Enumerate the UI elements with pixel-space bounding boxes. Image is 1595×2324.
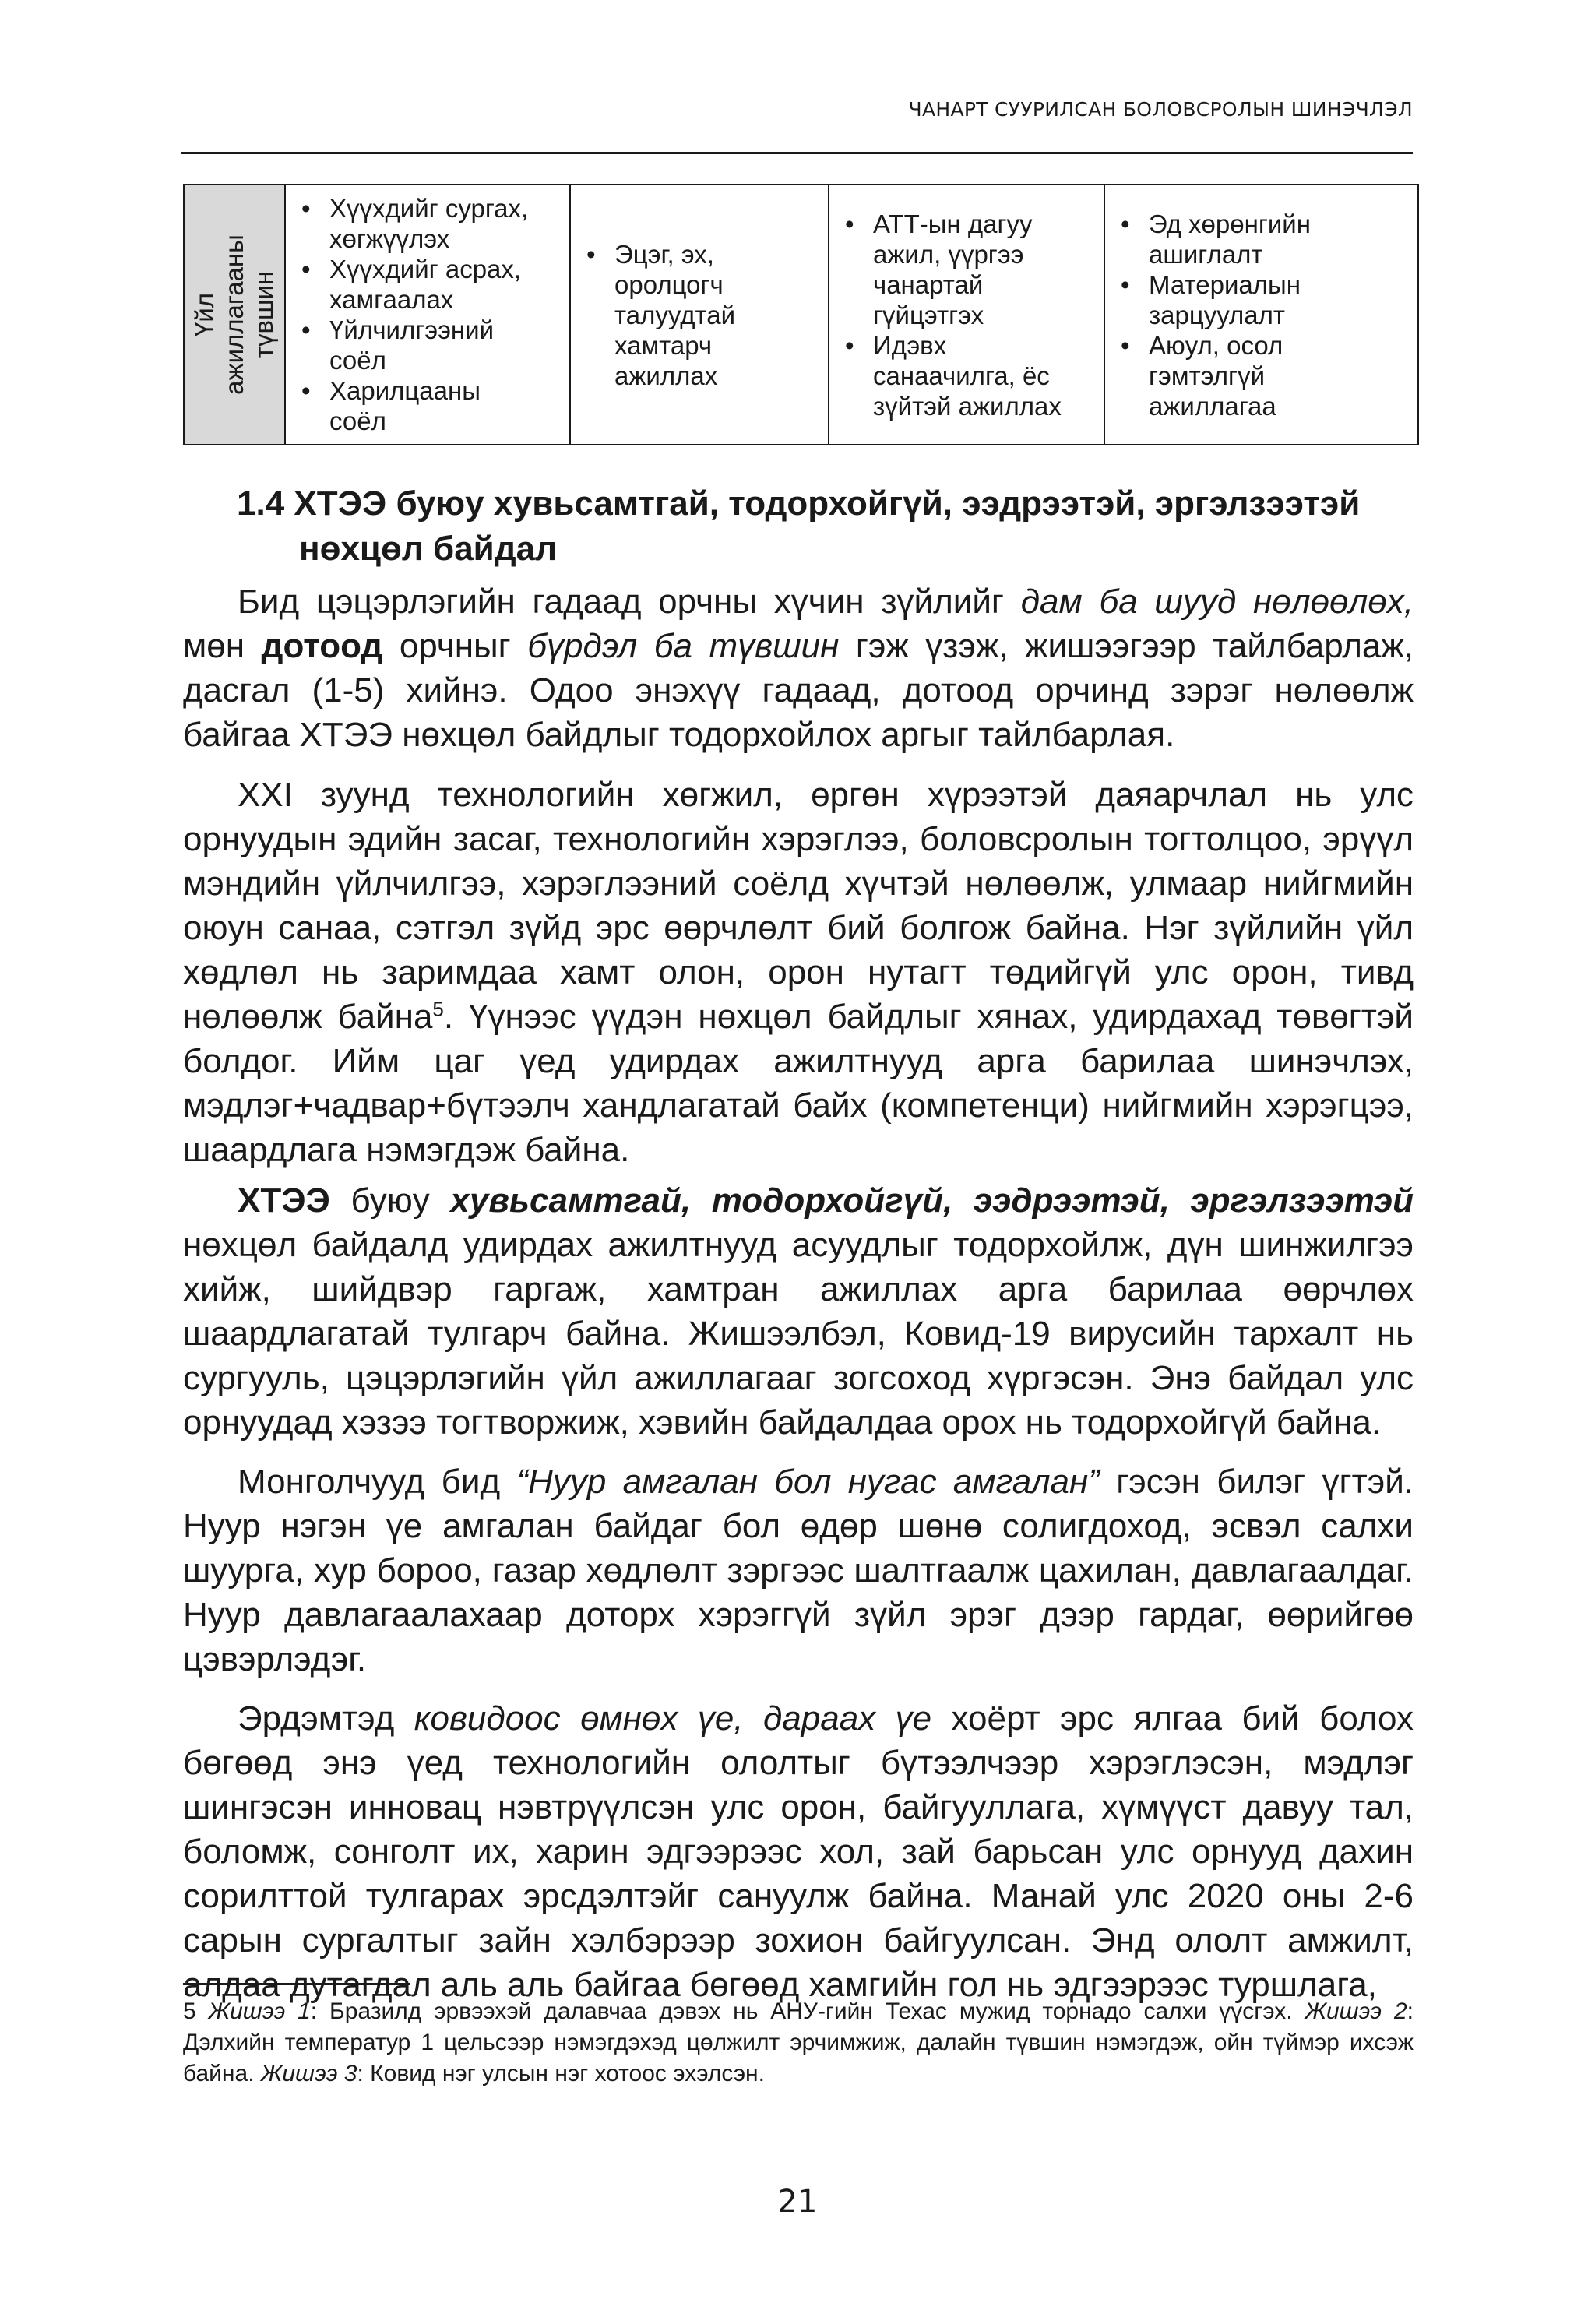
list-item: • Хүүхдийг сургах, хөгжүүлэх (286, 193, 569, 254)
paragraph: Эрдэмтэд ковидоос өмнөх үе, дараах үе хоёрт эрс ялгаа бий болох бөгөөд энэ үед технологийн ололтыг бүтээлчээр хэрэглэсэн, мэдлэг шингэсэн инновац нэвтрүүлсэн улс орон, байгууллага, хүмүүст давуу тал, боломж, сонголт их, харин эдгээрээс хол, зай барьсан улс орнууд дахин сорилттой тулгарах эрсдэлтэйг сануулж байна. Манай улс 2020 оны 2-6 сарын сургалтыг зайн хэлбэрээр зохион байгуулсан. Энд ололт амжилт, алдаа дутагдал аль аль байгаа бөгөөд хамгийн гол нь эдгээрээс туршлага, (183, 1699, 1414, 2004)
paragraph: XXI зуунд технологийн хөгжил, өргөн хүрээтэй даяарчлал нь улс орнуудын эдийн засаг, технологийн хэрэглээ, боловсролын тогтолцоо, эрүүл мэндийн үйлчилгээ, хэрэглээний соёлд хүчтэй нөлөөлж, улмаар нийгмийн оюун санаа, сэтгэл зүйд эрс өөрчлөлт бий болгож байна. Нэг зүйлийн үйл хөдлөл нь заримдаа хамт олон, орон нутагт төдийгүй улс орон, тивд нөлөөлж байна$^5$. Үүнээс үүдэн нөхцөл байдлыг хянах, удирдахад төвөгтэй болдог. Ийм цаг үед удирдах ажилтнууд арга барилаа шинэчлэх, мэдлэг+чадвар+бүтээлч хандлагатай байх (компетенци) нийгмийн хэрэгцээ, шаардлага нэмэгдэж байна. (183, 776, 1414, 1169)
list-item: • Үйлчилгээний соёл (286, 315, 569, 375)
row-header-cell (184, 185, 285, 445)
cell-bullet-list (1105, 209, 1417, 421)
header-rule (181, 152, 1413, 154)
cell-bullet-list (829, 209, 1104, 421)
footnote-ref: 5 (432, 997, 444, 1021)
paragraph: Бид цэцэрлэгийн гадаад орчны хүчин зүйлийг дам ба шууд нөлөөлөх, мөн дотоод орчныг бүрдэл ба түвшин гэж үзэж, жишээгээр тайлбарлаж, дасгал (1-5) хийнэ. Одоо энэхүү гадаад, дотоод орчинд зэрэг нөлөөлж байгаа ХТЭЭ нөхцөл байдлыг тодорхойлох аргыг тайлбарлая. (183, 583, 1414, 754)
row-header-label: Үйл ажиллагааны түвшин (190, 234, 278, 395)
list-item: • Эцэг, эх, оролцогч талуудтай хамтарч ажиллах (571, 239, 828, 391)
footnote: 5 Жишээ 1: Бразилд эрвээхэй далавчаа дэвэх нь АНУ-гийн Техас мужид торнадо салхи үүсгэх. Жишээ 2: Дэлхийн температур 1 цельсээр нэмэгдэхэд цөлжилт эрчимжиж, далайн түвшин нэмэгдэж, ойн түймэр ихсэж байна. Жишээ 3: Ковид нэг улсын нэг хотоос эхэлсэн. (183, 1998, 1414, 2086)
footnote-rule (183, 1983, 410, 1985)
paragraph: Монголчууд бид “Нуур амгалан бол нугас амгалан” гэсэн билэг үгтэй. Нуур нэгэн үе амгалан байдаг бол өдөр шөнө солигдоход, эсвэл салхи шуурга, хур бороо, газар хөдлөлт зэргээс шалтгаалж цахилан, давлагаалдаг. Нуур давлагаалахаар доторх хэрэггүй зүйл эрэг дээр гардаг, өөрийгөө цэвэрлэдэг. (183, 1463, 1414, 1678)
table-cell (829, 185, 1104, 445)
running-header: ЧАНАРТ СУУРИЛСАН БОЛОВСРОЛЫН ШИНЭЧЛЭЛ (908, 98, 1413, 121)
table-cell (570, 185, 829, 445)
list-item: • Харилцааны соёл (286, 375, 569, 436)
table-row (184, 185, 1418, 445)
list-item: • Идэвх санаачилга, ёс зүйтэй ажиллах (829, 330, 1104, 421)
section-heading: 1.4 ХТЭЭ буюу хувьсамтгай, тодорхойгүй, ээдрээтэй, эргэлзээтэй нөхцөл байдал (237, 484, 1361, 568)
cell-bullet-list (286, 193, 569, 436)
page-number: 21 (777, 2184, 818, 2220)
list-item: • Эд хөрөнгийн ашиглалт (1105, 209, 1417, 269)
list-item: • АТТ-ын дагуу ажил, үүргээ чанартай гүйцэтгэх (829, 209, 1104, 330)
table-cell (285, 185, 570, 445)
paragraph: ХТЭЭ буюу хувьсамтгай, тодорхойгүй, ээдрээтэй, эргэлзээтэй нөхцөл байдалд удирдах ажилтнууд асуудлыг тодорхойлж, дүн шинжилгээ хийж, шийдвэр гаргаж, хамтран ажиллах арга барилаа өөрчлөх шаардлагатай тулгарч байна. Жишээлбэл, Ковид-19 вирусийн тархалт нь сургууль, цэцэрлэгийн үйл ажиллагааг зогсоход хүргэсэн. Энэ байдал улс орнуудад хэзээ тогтворжиж, хэвийн байдалдаа орох нь тодорхойгүй байна. (183, 1181, 1414, 1442)
activity-level-table (183, 184, 1419, 445)
cell-bullet-list (571, 239, 828, 391)
table-cell (1104, 185, 1418, 445)
list-item: • Хүүхдийг асрах, хамгаалах (286, 254, 569, 315)
list-item: • Аюул, осол гэмтэлгүй ажиллагаа (1105, 330, 1417, 421)
list-item: • Материалын зарцуулалт (1105, 269, 1417, 330)
